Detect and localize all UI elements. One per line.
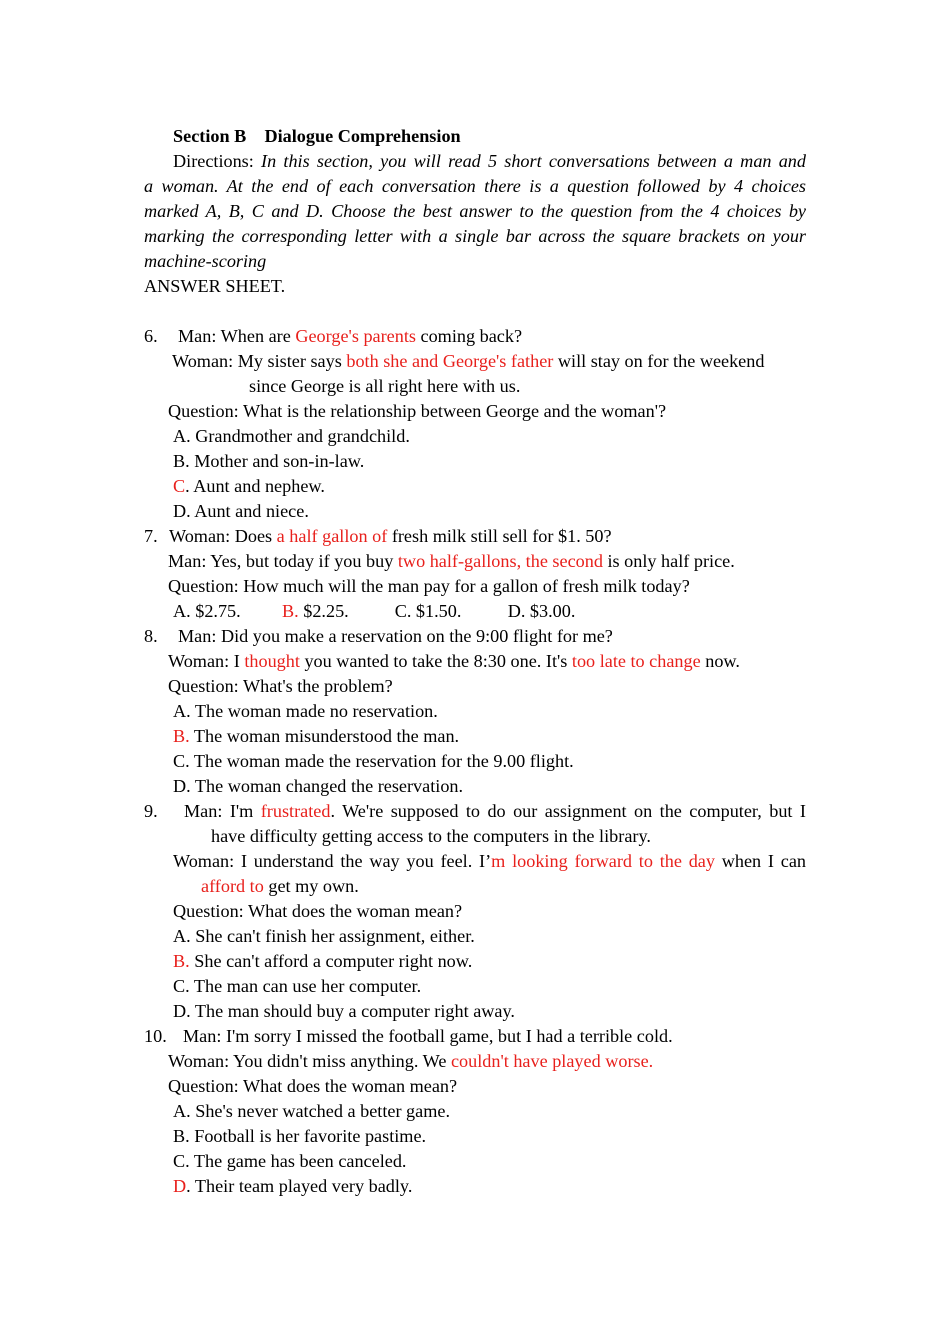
q10-line-2 (144, 1049, 806, 1074)
q8-option-c: C. The woman made the reservation for the 9.00 flight. (173, 751, 574, 771)
q8-option-d: D. The woman changed the reservation. (173, 776, 464, 796)
q8-text: you wanted to take the 8:30 one. It's (299, 651, 572, 671)
q7-text: fresh milk still sell for $1. 50? (387, 526, 612, 546)
q8-line-1 (144, 624, 806, 649)
q7-line-1 (144, 524, 806, 549)
q6-text: Man: When are (178, 326, 296, 346)
q7-highlight: a half gallon of (276, 526, 388, 546)
q9-text: when I can (714, 851, 806, 871)
q9-text: Woman: I understand the way you feel. I’ (173, 851, 492, 871)
q6-option-c (144, 474, 806, 499)
q6-text: will stay on for the weekend (553, 351, 765, 371)
q6-question: Question: What is the relationship between George and the woman'? (168, 401, 667, 421)
q6-option-d: D. Aunt and niece. (173, 501, 309, 521)
q8-number: 8. (144, 626, 158, 646)
q6-line-2 (144, 349, 806, 374)
q6-highlight: both she and George's father (346, 351, 554, 371)
q6-highlight: George's parents (295, 326, 416, 346)
q9-highlight: frustrated (260, 801, 331, 821)
q9-text: . We're supposed to do our assignment on the computer, but I (330, 801, 806, 821)
q7-option-d: D. $3.00. (507, 601, 576, 621)
q9-question: Question: What does the woman mean? (173, 901, 463, 921)
directions-line-1 (144, 149, 806, 174)
document-page (144, 124, 806, 1199)
q7-option-c: C. $1.50. (394, 601, 462, 621)
directions-label: Directions: (173, 151, 254, 171)
q6-answer-letter: C (173, 476, 186, 496)
q8-text: Man: Did you make a reservation on the 9:00 flight for me? (178, 626, 613, 646)
section-title-text: Section B Dialogue Comprehension (173, 126, 461, 146)
q8-highlight: thought (244, 651, 300, 671)
q7-options (144, 599, 806, 624)
q9-number: 9. (144, 801, 158, 821)
q9-option-b (144, 949, 806, 974)
q7-text: is only half price. (602, 551, 735, 571)
q7-question: Question: How much will the man pay for a gallon of fresh milk today? (168, 576, 690, 596)
q8-highlight: too late to change (571, 651, 701, 671)
q7-highlight: two half-gallons, the second (397, 551, 603, 571)
q7-number: 7. (144, 526, 158, 546)
q8-option-b-text: The woman misunderstood the man. (189, 726, 460, 746)
spacer (144, 299, 806, 324)
q9-line-3 (144, 849, 806, 874)
q10-highlight: couldn't have played worse. (450, 1051, 654, 1071)
q7-option-a: A. $2.75. (173, 601, 241, 621)
q6-number: 6. (144, 326, 158, 346)
directions-line-3: marked A, B, C and D. Choose the best answer to the question from the 4 choices by (144, 201, 806, 221)
q9-line-4 (144, 874, 806, 899)
q10-option-c: C. The game has been canceled. (173, 1151, 407, 1171)
q6-option-c-text: . Aunt and nephew. (185, 476, 325, 496)
q10-text: Man: I'm sorry I missed the football game, but I had a terrible cold. (183, 1026, 673, 1046)
q6-option-a: A. Grandmother and grandchild. (173, 426, 410, 446)
q7-answer-letter: B. (282, 601, 299, 621)
directions-line-4: marking the corresponding letter with a single bar across the square brackets on your (144, 226, 806, 246)
q8-option-a: A. The woman made no reservation. (173, 701, 438, 721)
q6-option-b: B. Mother and son-in-law. (173, 451, 365, 471)
q8-text: Woman: I (168, 651, 245, 671)
q10-option-d-text: . Their team played very badly. (186, 1176, 413, 1196)
directions-line-2: a woman. At the end of each conversation there is a question followed by 4 choices (144, 176, 806, 196)
q10-option-d (144, 1174, 806, 1199)
directions-line-5: machine-scoring (144, 251, 267, 271)
q8-line-2 (144, 649, 806, 674)
q7-line-2 (144, 549, 806, 574)
q10-number: 10. (144, 1026, 167, 1046)
q8-answer-letter: B. (173, 726, 190, 746)
q9-option-d: D. The man should buy a computer right away. (173, 1001, 515, 1021)
q9-option-c: C. The man can use her computer. (173, 976, 422, 996)
directions-text: In this section, you will read 5 short conversations between a man and (253, 151, 806, 171)
q10-question: Question: What does the woman mean? (168, 1076, 458, 1096)
q9-line-2: have difficulty getting access to the computers in the library. (211, 826, 651, 846)
q6-text: Woman: My sister says (172, 351, 347, 371)
q8-question: Question: What's the problem? (168, 676, 393, 696)
q9-text: Man: I'm (184, 801, 261, 821)
q7-text: Man: Yes, but today if you buy (168, 551, 398, 571)
q10-option-a: A. She's never watched a better game. (173, 1101, 450, 1121)
q9-option-b-text: She can't afford a computer right now. (189, 951, 473, 971)
q9-highlight: m looking forward to the day (491, 851, 715, 871)
q9-answer-letter: B. (173, 951, 190, 971)
q7-option-b-text: $2.25. (298, 601, 349, 621)
q10-text: Woman: You didn't miss anything. We (168, 1051, 451, 1071)
q7-text: Woman: Does (169, 526, 277, 546)
q10-option-b: B. Football is her favorite pastime. (173, 1126, 427, 1146)
q6-line-3: since George is all right here with us. (249, 376, 521, 396)
q9-highlight: afford to (201, 876, 264, 896)
q10-answer-letter: D (173, 1176, 187, 1196)
q10-line-1 (144, 1024, 806, 1049)
q9-text: get my own. (263, 876, 359, 896)
q9-line-1 (144, 799, 806, 824)
q8-text: now. (700, 651, 740, 671)
section-title (144, 124, 806, 149)
answer-sheet-label: ANSWER SHEET. (144, 276, 286, 296)
q9-option-a: A. She can't finish her assignment, either. (173, 926, 475, 946)
q6-line-1 (144, 324, 806, 349)
q6-text: coming back? (415, 326, 523, 346)
q8-option-b (144, 724, 806, 749)
